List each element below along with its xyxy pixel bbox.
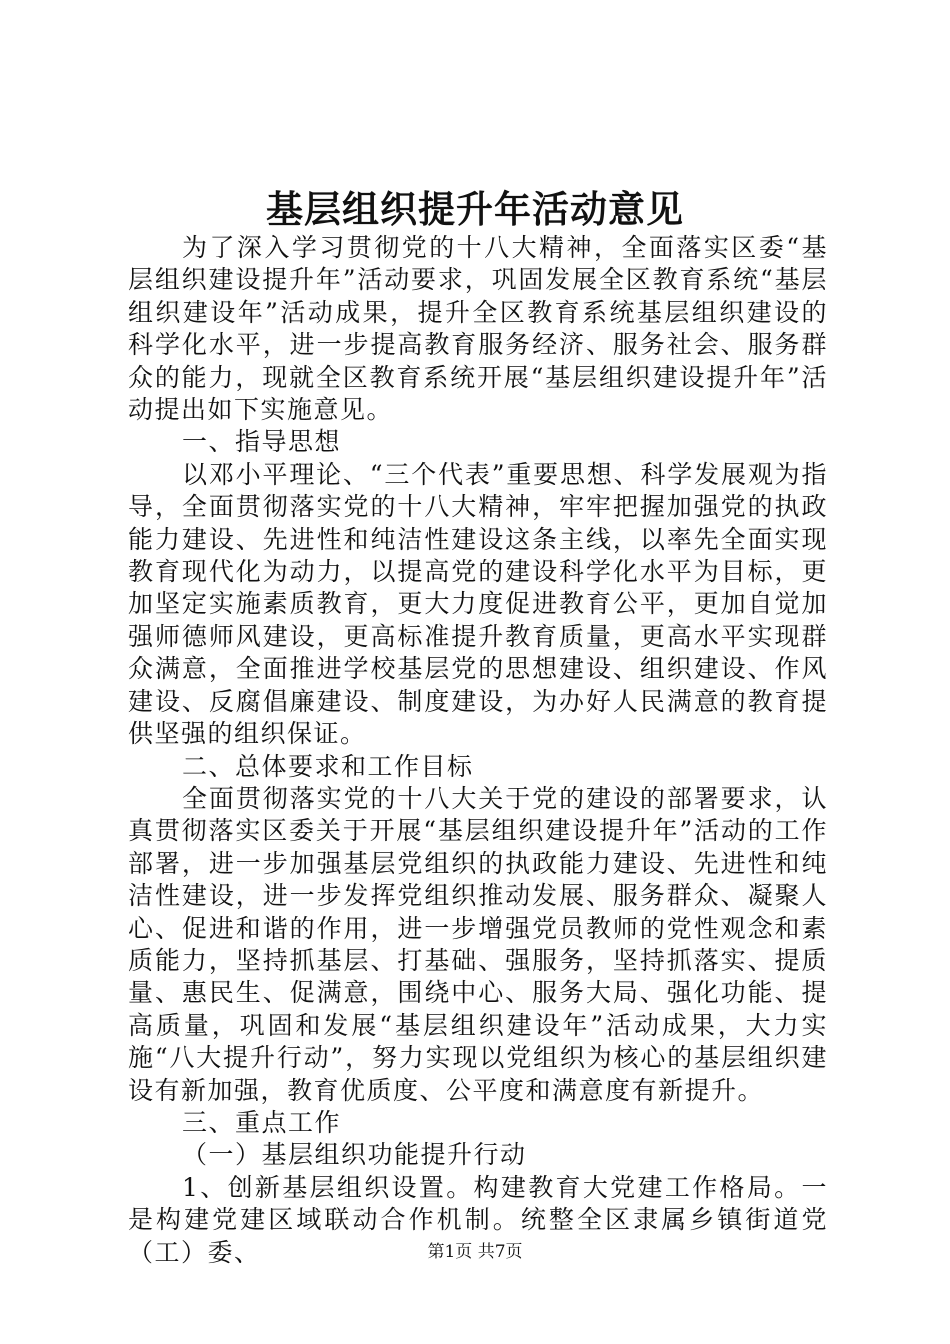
section-heading-requirements: 二、总体要求和工作目标: [182, 751, 474, 781]
paragraph-intro: 为了深入学习贯彻党的十八大精神，全面落实区委“基层组织建设提升年”活动要求，巩固发展全区教育系统“基层组织建设年”活动成果，提升全区教育系统基层组织建设的科学化水平，进一步提高教育服务经济、服务社会、服务群众的能力，现就全区教育系统开展“基层组织建设提升年”活动提出如下实施意见。: [128, 233, 828, 425]
paragraph-requirements: 全面贯彻落实党的十八大关于党的建设的部署要求，认真贯彻落实区委关于开展“基层组织建设提升年”活动的工作部署，进一步加强基层党组织的执政能力建设、先进性和纯洁性建设，进一步发挥党组织推动发展、服务群众、凝聚人心、促进和谐的作用，进一步增强党员教师的党性观念和素质能力，坚持抓基层、打基础、强服务，坚持抓落实、提质量、惠民生、促满意，围绕中心、服务大局、强化功能、提高质量，巩固和发展“基层组织建设年”活动成果，大力实施“八大提升行动”，努力实现以党组织为核心的基层组织建设有新加强，教育优质度、公平度和满意度有新提升。: [128, 783, 828, 1105]
paragraph-innovation: 1、创新基层组织设置。构建教育大党建工作格局。一是构建党建区域联动合作机制。统整全区隶属乡镇街道党（工）委、: [128, 1172, 828, 1267]
section-heading-guiding-ideology: 一、指导思想: [182, 427, 342, 457]
document-title: 基层组织提升年活动意见: [266, 187, 684, 231]
paragraph-guiding-ideology: 以邓小平理论、“三个代表”重要思想、科学发展观为指导，全面贯彻落实党的十八大精神，牢牢把握加强党的执政能力建设、先进性和纯洁性建设这条主线，以率先全面实现教育现代化为动力，以提高党的建设科学化水平为目标，更加坚定实施素质教育，更大力度促进教育公平，更加自觉加强师德师风建设，更高标准提升教育质量，更高水平实现群众满意，全面推进学校基层党的思想建设、组织建设、作风建设、反腐倡廉建设、制度建设，为办好人民满意的教育提供坚强的组织保证。: [128, 459, 828, 749]
subsection-heading-function: （一）基层组织功能提升行动: [182, 1140, 527, 1170]
section-heading-key-work: 三、重点工作: [182, 1107, 342, 1137]
page-footer: 第1页 共7页: [427, 1242, 523, 1262]
document-body: [128, 232, 828, 1269]
